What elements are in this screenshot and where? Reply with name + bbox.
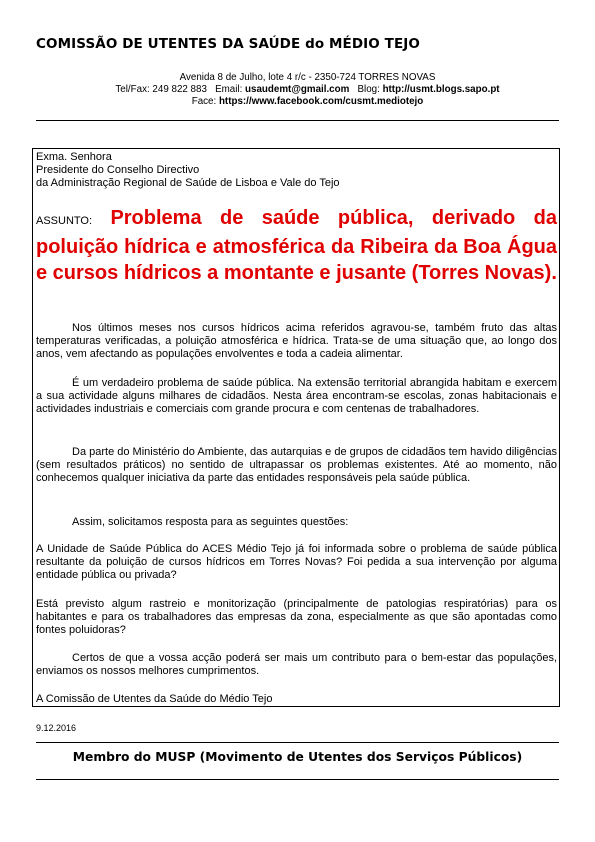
email-label: Email: bbox=[215, 84, 246, 95]
footer-membership: Membro do MUSP (Movimento de Utentes dos Serviços Públicos) bbox=[72, 750, 523, 764]
address-line: Avenida 8 de Julho, lote 4 r/c - 2350-724 TORRES NOVAS bbox=[179, 72, 436, 83]
tel-fax: Tel/Fax: 249 822 883 bbox=[115, 84, 207, 95]
body-paragraph: Da parte do Ministério do Ambiente, das autarquias e de grupos de cidadãos tem havido diligências (sem resultados práticos) no sentido de ultrapassar os problemas existentes. Até ao momento, não conhecemos qualquer iniciativa da parte das entidades responsáveis pela saúde pública. bbox=[36, 446, 557, 484]
closing-paragraph: Certos de que a vossa acção poderá ser mais um contributo para o bem-estar das populações, enviamos os nossos melhores cumprimentos. bbox=[36, 652, 557, 677]
facebook-label: Face: bbox=[191, 96, 219, 107]
facebook-line bbox=[10, 96, 595, 108]
letter-date: 9.12.2016 bbox=[36, 723, 77, 733]
organization-title: COMISSÃO DE UTENTES DA SAÚDE do MÉDIO TEJO bbox=[36, 36, 421, 52]
body-paragraph: É um verdadeiro problema de saúde pública. Na extensão territorial abrangida habitam e exercem a sua actividade alguns milhares de cidadãos. Nesta área encontram-se escolas, zonas habitacionais e actividades industriais e comerciais com grande procura e com centenas de trabalhadores. bbox=[36, 377, 557, 415]
recipient-line: Exma. Senhora bbox=[36, 151, 112, 163]
footer-divider-bottom bbox=[36, 779, 559, 780]
header-divider bbox=[36, 120, 559, 121]
recipient-block bbox=[36, 151, 340, 190]
email-link[interactable]: usaudemt@gmail.com bbox=[245, 84, 350, 95]
subject-block bbox=[36, 205, 557, 286]
subject-text: Problema de saúde pública, derivado da poluição hídrica e atmosférica da Ribeira da Boa Água e cursos hídricos a montante e jusante (Torres Novas). bbox=[36, 207, 557, 284]
signature: A Comissão de Utentes da Saúde do Médio Tejo bbox=[36, 693, 273, 705]
body-paragraph: Nos últimos meses nos cursos hídricos acima referidos agravou-se, também fruto das altas temperaturas verificadas, a poluição atmosférica e hídrica. Trata-se de uma situação que, ao longo dos anos, vem afectando as populações envolventes e toda a cadeia alimentar. bbox=[36, 322, 557, 360]
question-paragraph: A Unidade de Saúde Pública do ACES Médio Tejo já foi informada sobre o problema de saúde pública resultante da poluição de cursos hídricos em Torres Novas? Foi pedida a sua intervenção por alguma entidade pública ou privada? bbox=[36, 543, 557, 581]
subject-label: ASSUNTO: bbox=[36, 215, 93, 227]
body-paragraph: Assim, solicitamos resposta para as seguintes questões: bbox=[72, 516, 349, 528]
recipient-line: da Administração Regional de Saúde de Lisboa e Vale do Tejo bbox=[36, 177, 340, 189]
question-paragraph: Está previsto algum rastreio e monitorização (principalmente de patologias respiratórias) para os habitantes e para os trabalhadores das empresas da zona, especialmente as que são apontadas como fontes poluidoras? bbox=[36, 598, 557, 636]
contact-line bbox=[10, 84, 595, 96]
blog-link[interactable]: http://usmt.blogs.sapo.pt bbox=[382, 84, 500, 95]
recipient-line: Presidente do Conselho Directivo bbox=[36, 164, 200, 176]
footer-divider-top bbox=[36, 742, 559, 743]
facebook-link[interactable]: https://www.facebook.com/cusmt.mediotejo bbox=[218, 96, 424, 107]
blog-label: Blog: bbox=[357, 84, 383, 95]
